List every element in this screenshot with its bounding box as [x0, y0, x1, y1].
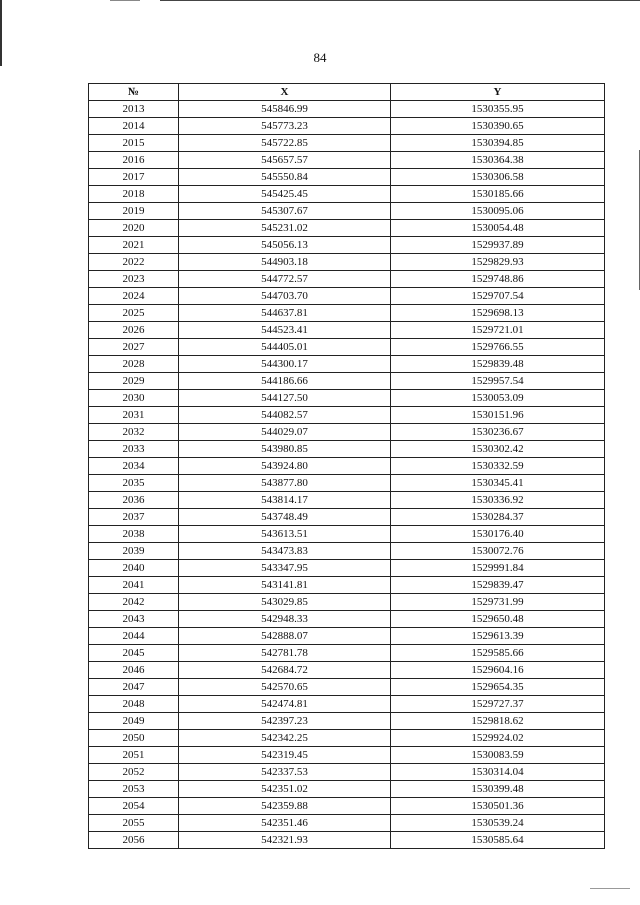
cell-x: 544637.81 [179, 305, 391, 322]
cell-y: 1530151.96 [391, 407, 605, 424]
cell-x: 542948.33 [179, 611, 391, 628]
cell-x: 544127.50 [179, 390, 391, 407]
cell-point-number: 2052 [89, 764, 179, 781]
cell-point-number: 2028 [89, 356, 179, 373]
table-row [89, 118, 605, 135]
cell-x: 544703.70 [179, 288, 391, 305]
cell-x: 542351.02 [179, 781, 391, 798]
scan-edge-top [160, 0, 640, 1]
table-row [89, 101, 605, 118]
cell-x: 542781.78 [179, 645, 391, 662]
cell-y: 1529991.84 [391, 560, 605, 577]
table-row [89, 305, 605, 322]
table-row [89, 152, 605, 169]
table-row [89, 815, 605, 832]
cell-x: 542351.46 [179, 815, 391, 832]
cell-y: 1529731.99 [391, 594, 605, 611]
cell-y: 1530539.24 [391, 815, 605, 832]
cell-y: 1530053.09 [391, 390, 605, 407]
cell-point-number: 2032 [89, 424, 179, 441]
table-row [89, 492, 605, 509]
cell-x: 543473.83 [179, 543, 391, 560]
cell-point-number: 2025 [89, 305, 179, 322]
cell-point-number: 2017 [89, 169, 179, 186]
cell-point-number: 2039 [89, 543, 179, 560]
cell-x: 542319.45 [179, 747, 391, 764]
table-row [89, 577, 605, 594]
table-row [89, 135, 605, 152]
cell-x: 545657.57 [179, 152, 391, 169]
cell-point-number: 2033 [89, 441, 179, 458]
table-row [89, 696, 605, 713]
cell-x: 543814.17 [179, 492, 391, 509]
cell-x: 542474.81 [179, 696, 391, 713]
cell-x: 543748.49 [179, 509, 391, 526]
cell-y: 1530302.42 [391, 441, 605, 458]
cell-point-number: 2041 [89, 577, 179, 594]
cell-point-number: 2047 [89, 679, 179, 696]
cell-y: 1530364.38 [391, 152, 605, 169]
cell-y: 1529585.66 [391, 645, 605, 662]
cell-point-number: 2046 [89, 662, 179, 679]
cell-x: 542321.93 [179, 832, 391, 849]
cell-x: 545773.23 [179, 118, 391, 135]
column-header-x: X [179, 84, 391, 101]
cell-y: 1529604.16 [391, 662, 605, 679]
table-row [89, 322, 605, 339]
cell-point-number: 2038 [89, 526, 179, 543]
coordinates-table [88, 83, 605, 849]
cell-x: 545056.13 [179, 237, 391, 254]
cell-point-number: 2016 [89, 152, 179, 169]
cell-x: 544772.57 [179, 271, 391, 288]
cell-y: 1530176.40 [391, 526, 605, 543]
cell-x: 542397.23 [179, 713, 391, 730]
cell-y: 1529698.13 [391, 305, 605, 322]
cell-y: 1530083.59 [391, 747, 605, 764]
cell-y: 1529766.55 [391, 339, 605, 356]
table-row [89, 628, 605, 645]
cell-x: 545307.67 [179, 203, 391, 220]
cell-point-number: 2048 [89, 696, 179, 713]
cell-x: 545846.99 [179, 101, 391, 118]
cell-y: 1529707.54 [391, 288, 605, 305]
cell-x: 544523.41 [179, 322, 391, 339]
table-row [89, 373, 605, 390]
column-header-number: № [89, 84, 179, 101]
cell-point-number: 2044 [89, 628, 179, 645]
cell-y: 1529650.48 [391, 611, 605, 628]
cell-point-number: 2021 [89, 237, 179, 254]
table-row [89, 543, 605, 560]
cell-x: 543924.80 [179, 458, 391, 475]
cell-point-number: 2026 [89, 322, 179, 339]
cell-point-number: 2040 [89, 560, 179, 577]
cell-y: 1530345.41 [391, 475, 605, 492]
cell-x: 544300.17 [179, 356, 391, 373]
cell-x: 543141.81 [179, 577, 391, 594]
cell-y: 1530236.67 [391, 424, 605, 441]
cell-y: 1530394.85 [391, 135, 605, 152]
scan-edge-bottom [590, 888, 630, 889]
table-row [89, 509, 605, 526]
table-row [89, 441, 605, 458]
table-header [89, 84, 605, 101]
cell-x: 544186.66 [179, 373, 391, 390]
cell-y: 1529654.35 [391, 679, 605, 696]
cell-x: 543029.85 [179, 594, 391, 611]
cell-y: 1530054.48 [391, 220, 605, 237]
cell-point-number: 2054 [89, 798, 179, 815]
page-number: 84 [313, 50, 327, 65]
cell-point-number: 2015 [89, 135, 179, 152]
table-row [89, 730, 605, 747]
cell-point-number: 2027 [89, 339, 179, 356]
cell-y: 1530095.06 [391, 203, 605, 220]
cell-y: 1530306.58 [391, 169, 605, 186]
cell-y: 1530072.76 [391, 543, 605, 560]
table-row [89, 220, 605, 237]
cell-x: 545231.02 [179, 220, 391, 237]
table-row [89, 390, 605, 407]
table-row [89, 747, 605, 764]
cell-y: 1529937.89 [391, 237, 605, 254]
table-row [89, 526, 605, 543]
cell-x: 542684.72 [179, 662, 391, 679]
table-row [89, 713, 605, 730]
table-row [89, 203, 605, 220]
cell-y: 1529748.86 [391, 271, 605, 288]
cell-point-number: 2024 [89, 288, 179, 305]
cell-point-number: 2018 [89, 186, 179, 203]
cell-y: 1530336.92 [391, 492, 605, 509]
table-row [89, 832, 605, 849]
cell-point-number: 2055 [89, 815, 179, 832]
cell-x: 544903.18 [179, 254, 391, 271]
cell-point-number: 2023 [89, 271, 179, 288]
cell-y: 1530585.64 [391, 832, 605, 849]
cell-point-number: 2037 [89, 509, 179, 526]
cell-point-number: 2034 [89, 458, 179, 475]
cell-x: 542342.25 [179, 730, 391, 747]
cell-y: 1529727.37 [391, 696, 605, 713]
cell-point-number: 2020 [89, 220, 179, 237]
cell-point-number: 2036 [89, 492, 179, 509]
table-row [89, 611, 605, 628]
table-row [89, 254, 605, 271]
table-row [89, 679, 605, 696]
cell-point-number: 2029 [89, 373, 179, 390]
table-row [89, 169, 605, 186]
cell-point-number: 2031 [89, 407, 179, 424]
cell-x: 542888.07 [179, 628, 391, 645]
table-row [89, 288, 605, 305]
table-row [89, 560, 605, 577]
table-row [89, 424, 605, 441]
cell-point-number: 2030 [89, 390, 179, 407]
cell-point-number: 2050 [89, 730, 179, 747]
cell-point-number: 2049 [89, 713, 179, 730]
cell-x: 545425.45 [179, 186, 391, 203]
table-body [89, 101, 605, 849]
cell-point-number: 2035 [89, 475, 179, 492]
cell-point-number: 2051 [89, 747, 179, 764]
cell-x: 543613.51 [179, 526, 391, 543]
cell-x: 543980.85 [179, 441, 391, 458]
table-row [89, 781, 605, 798]
table-row [89, 458, 605, 475]
cell-y: 1529613.39 [391, 628, 605, 645]
cell-y: 1529839.48 [391, 356, 605, 373]
cell-point-number: 2022 [89, 254, 179, 271]
table-row [89, 662, 605, 679]
table-row [89, 356, 605, 373]
header-row [89, 84, 605, 101]
table-row [89, 407, 605, 424]
cell-y: 1530390.65 [391, 118, 605, 135]
cell-y: 1530284.37 [391, 509, 605, 526]
cell-y: 1529839.47 [391, 577, 605, 594]
table-row [89, 271, 605, 288]
table-row [89, 237, 605, 254]
cell-x: 544029.07 [179, 424, 391, 441]
cell-x: 545550.84 [179, 169, 391, 186]
cell-point-number: 2019 [89, 203, 179, 220]
cell-y: 1530185.66 [391, 186, 605, 203]
cell-point-number: 2042 [89, 594, 179, 611]
table-row [89, 186, 605, 203]
column-header-y: Y [391, 84, 605, 101]
cell-x: 544082.57 [179, 407, 391, 424]
cell-point-number: 2013 [89, 101, 179, 118]
table-row [89, 645, 605, 662]
cell-x: 543877.80 [179, 475, 391, 492]
table-row [89, 475, 605, 492]
cell-y: 1529957.54 [391, 373, 605, 390]
cell-x: 545722.85 [179, 135, 391, 152]
cell-point-number: 2045 [89, 645, 179, 662]
cell-y: 1530332.59 [391, 458, 605, 475]
table-row [89, 764, 605, 781]
table-row [89, 339, 605, 356]
cell-y: 1529924.02 [391, 730, 605, 747]
table-row [89, 594, 605, 611]
cell-y: 1530399.48 [391, 781, 605, 798]
table-row [89, 798, 605, 815]
cell-x: 542337.53 [179, 764, 391, 781]
cell-y: 1530314.04 [391, 764, 605, 781]
scan-edge-top-short [110, 0, 140, 1]
cell-y: 1529721.01 [391, 322, 605, 339]
cell-point-number: 2014 [89, 118, 179, 135]
cell-y: 1529829.93 [391, 254, 605, 271]
cell-point-number: 2053 [89, 781, 179, 798]
cell-x: 543347.95 [179, 560, 391, 577]
cell-y: 1529818.62 [391, 713, 605, 730]
cell-y: 1530355.95 [391, 101, 605, 118]
cell-x: 542570.65 [179, 679, 391, 696]
cell-y: 1530501.36 [391, 798, 605, 815]
cell-x: 544405.01 [179, 339, 391, 356]
cell-point-number: 2056 [89, 832, 179, 849]
cell-point-number: 2043 [89, 611, 179, 628]
cell-x: 542359.88 [179, 798, 391, 815]
